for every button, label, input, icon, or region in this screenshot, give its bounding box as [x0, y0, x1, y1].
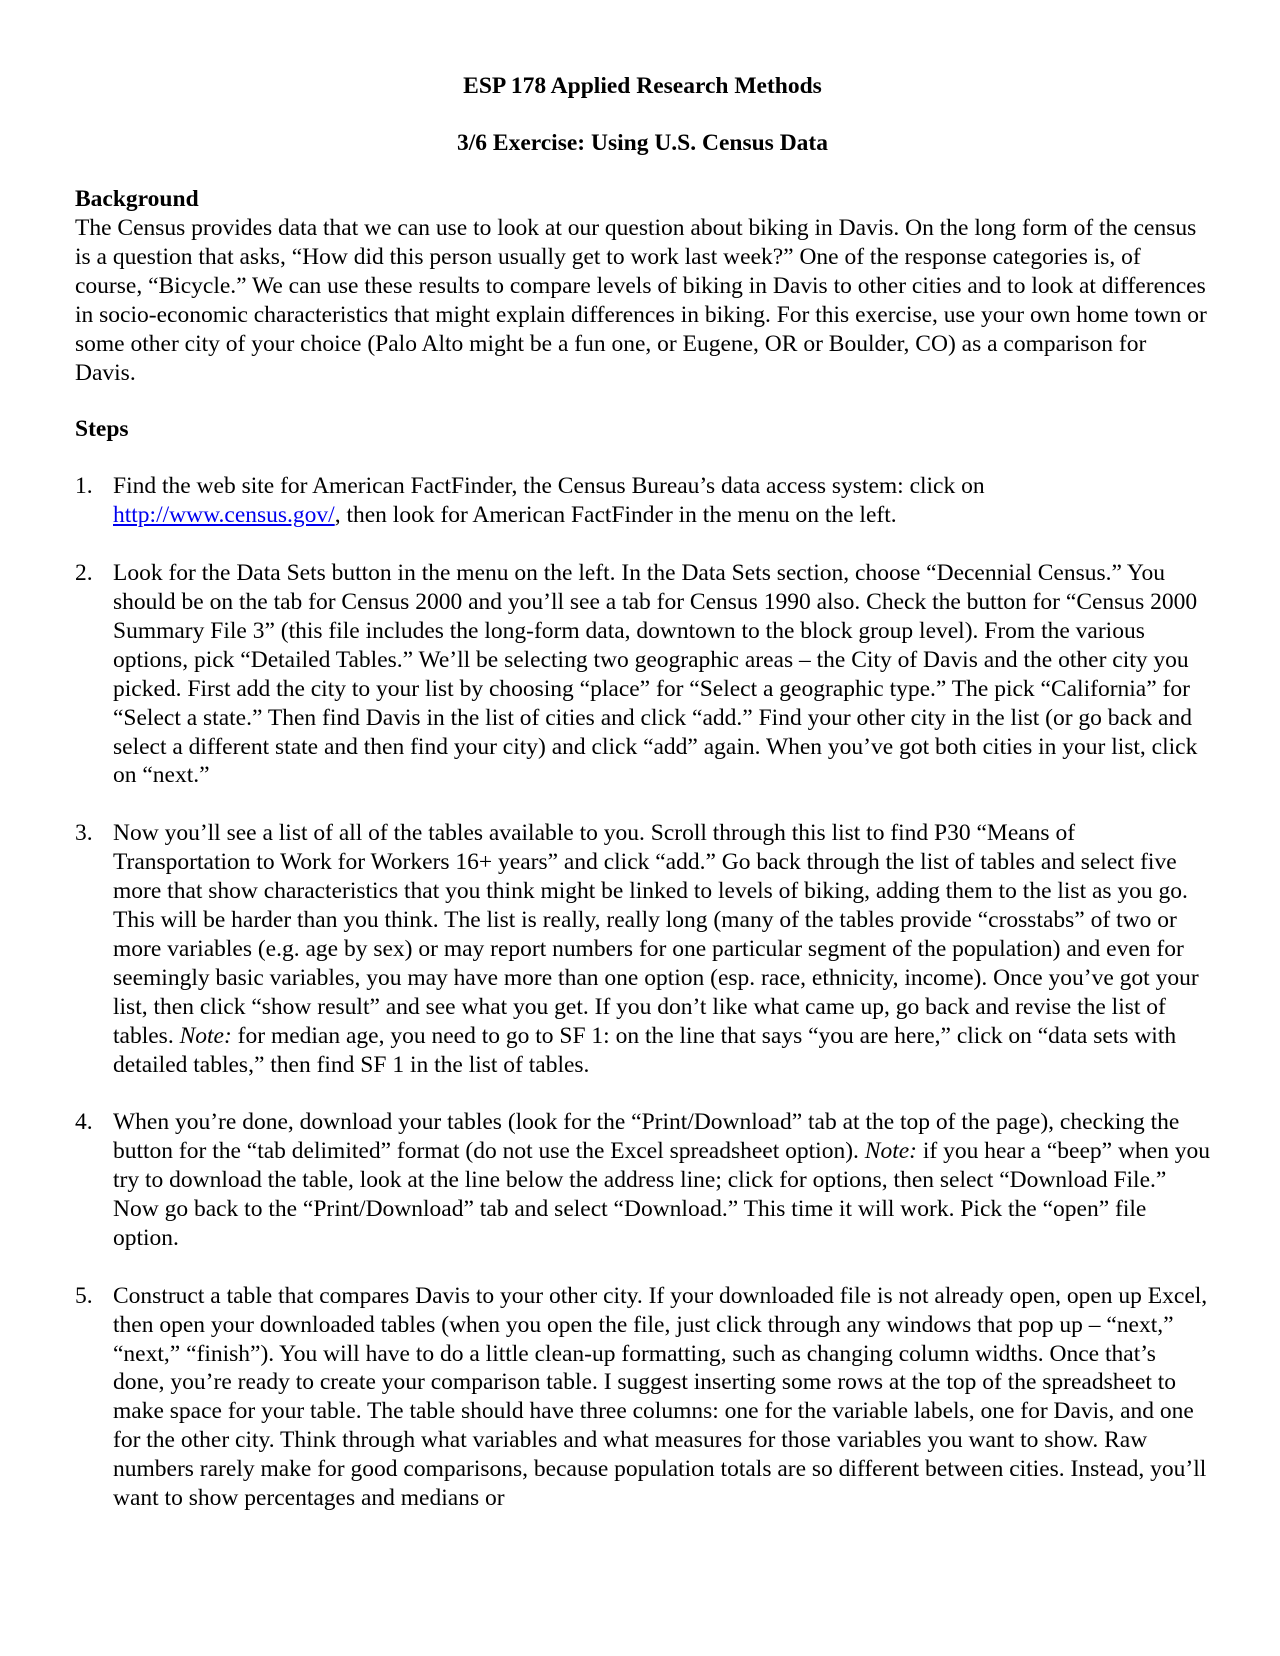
step-number: 5.: [75, 1282, 93, 1309]
step-text: Construct a table that compares Davis to your other city. If your downloaded file is not already open, open up Excel, then open your downloaded tables (when you open the file, just click through any windows that pop up – “next,” “next,” “finish”). You will have to do a little clean-up formatting, such as changing column widths. Once that’s done, you’re ready to create your comparison table. I suggest inserting some rows at the top of the spreadsheet to make space for your table. The table should have three columns: one for the variable labels, one for Davis, and one for the other city. Think through what variables and what measures for those variables you want to show. Raw numbers rarely make for good comparisons, because population totals are so different between cities. Instead, you’ll want to show percentages and medians or: [113, 1282, 1208, 1512]
step-2: [75, 559, 1210, 790]
note-label: Note:: [864, 1138, 917, 1165]
step-4: [75, 1108, 1210, 1253]
background-paragraph: The Census provides data that we can use to look at our question about biking in Davis. On the long form of the census is a question that asks, “How did this person usually get to work last week?” One of the response categories is, of course, “Bicycle.” We can use these results to compare levels of biking in Davis to other cities and to look at differences in socio-economic characteristics that might explain differences in biking. For this exercise, use your own home town or some other city of your choice (Palo Alto might be a fun one, or Eugene, OR or Boulder, CO) as a comparison for Davis.: [75, 215, 1207, 386]
step-number: 3.: [75, 820, 93, 847]
document-subtitle: 3/6 Exercise: Using U.S. Census Data: [456, 130, 828, 156]
steps-heading: Steps: [75, 416, 129, 443]
step-text: Find the web site for American FactFinder, the Census Bureau’s data access system: click on: [113, 473, 985, 500]
step-text: if you hear a “beep” when you try to download the table, look at the line below the address line; click for options, then select “Download File.” Now go back to the “Print/Download” tab and select “Download.” This time it will work. Pick the “open” file option.: [113, 1138, 1210, 1251]
step-text: , then look for American FactFinder in the menu on the left.: [334, 502, 897, 529]
step-text: Look for the Data Sets button in the menu on the left. In the Data Sets section, choose “Decennial Census.” You should be on the tab for Census 2000 and you’ll see a tab for Census 1990 also. Check the button for “Census 2000 Summary File 3” (this file includes the long-form data, downtown to the block group level). From the various options, pick “Detailed Tables.” We’ll be selecting two geographic areas – the City of Davis and the other city you picked. First add the city to your list by choosing “place” for “Select a geographic type.” The pick “California” for “Select a state.” Then find Davis in the list of cities and click “add.” Find your other city in the list (or go back and select a different state and then find your city) and click “add” again. When you’ve got both cities in your list, click on “next.”: [113, 560, 1198, 789]
step-5: [75, 1282, 1210, 1513]
step-text: Now you’ll see a list of all of the tables available to you. Scroll through this list to find P30 “Means of Transportation to Work for Workers 16+ years” and click “add.” Go back through the list of tables and select five more that show characteristics that you think might be linked to levels of biking, adding them to the list as you go. This will be harder than you think. The list is really, really long (many of the tables provide “crosstabs” of two or more variables (e.g. age by sex) or may report numbers for one particular segment of the population) and even for seemingly basic variables, you may have more than one option (esp. race, ethnicity, income). Once you’ve got your list, then click “show result” and see what you get. If you don’t like what came up, go back and revise the list of tables.: [113, 820, 1199, 1049]
step-number: 4.: [75, 1109, 93, 1136]
step-number: 1.: [75, 473, 93, 500]
step-3: [75, 819, 1210, 1079]
document-title: ESP 178 Applied Research Methods: [463, 73, 822, 99]
document-page: [75, 72, 1210, 1542]
step-text: When you’re done, download your tables (look for the “Print/Download” tab at the top of the page), checking the button for the “tab delimited” format (do not use the Excel spreadsheet option).: [113, 1109, 1180, 1165]
note-label: Note:: [179, 1022, 232, 1049]
step-number: 2.: [75, 560, 93, 587]
census-link[interactable]: http://www.census.gov/: [113, 502, 335, 529]
steps-list: [75, 472, 1210, 1513]
step-1: [75, 472, 1210, 530]
step-text: for median age, you need to go to SF 1: on the line that says “you are here,” click on “data sets with detailed tables,” then find SF 1 in the list of tables.: [113, 1022, 1177, 1078]
background-heading: Background: [75, 186, 199, 212]
